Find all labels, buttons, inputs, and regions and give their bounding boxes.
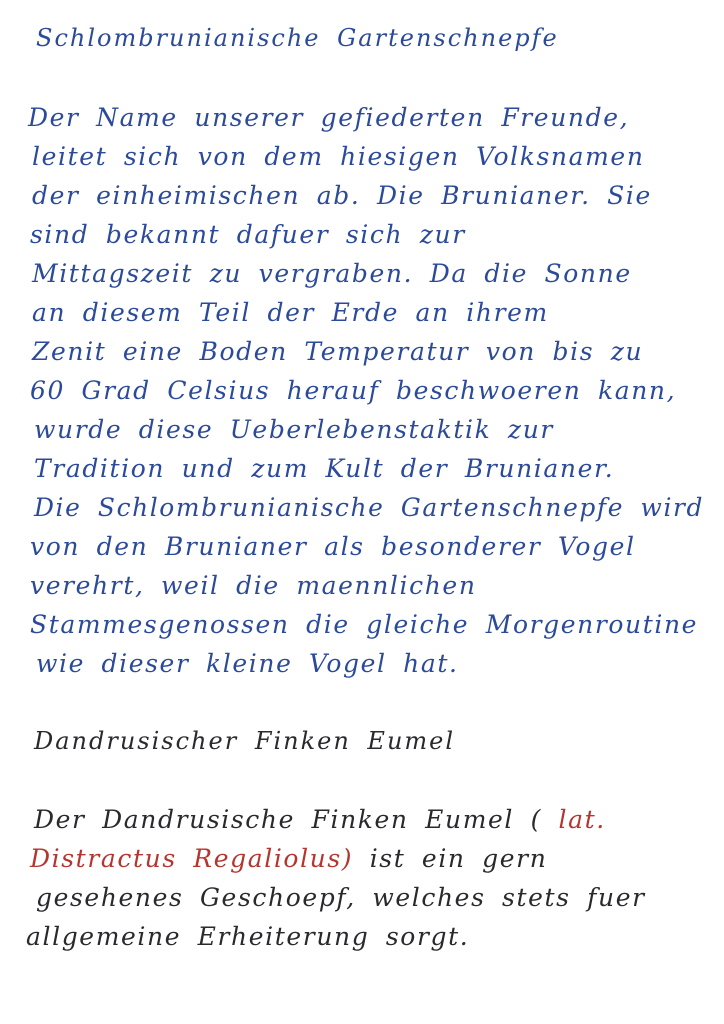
section-title-gartenschnepfe: Schlombrunianische Gartenschnepfe <box>36 24 559 52</box>
paragraph-line: Tradition und zum Kult der Brunianer. <box>34 454 615 483</box>
paragraph-line: Zenit eine Boden Temperatur von bis zu <box>32 337 644 366</box>
paragraph-line: wurde diese Ueberlebenstaktik zur <box>34 415 554 444</box>
text-segment: Der Dandrusische Finken Eumel ( <box>34 805 559 834</box>
paragraph-line: Mittagszeit zu vergraben. Da die Sonne <box>32 259 632 288</box>
paragraph-line: verehrt, weil die maennlichen <box>30 571 477 600</box>
paragraph-line <box>34 804 606 836</box>
paragraph-line: 60 Grad Celsius herauf beschwoeren kann, <box>30 376 677 405</box>
paragraph-line: an diesem Teil der Erde an ihrem <box>32 298 549 327</box>
paragraph-line: der einheimischen ab. Die Brunianer. Sie <box>32 181 652 210</box>
paragraph-line: von den Brunianer als besonderer Vogel <box>30 532 636 561</box>
paragraph-line: Die Schlombrunianische Gartenschnepfe wird <box>34 493 705 522</box>
paragraph-line: wie dieser kleine Vogel hat. <box>36 649 459 678</box>
paragraph-line <box>30 843 547 875</box>
paragraph-line: leitet sich von dem hiesigen Volksnamen <box>32 142 645 171</box>
latin-name-segment: lat. <box>558 805 606 834</box>
latin-name: Distractus Regaliolus) <box>30 844 354 873</box>
paragraph-line: gesehenes Geschoepf, welches stets fuer <box>36 883 646 912</box>
paragraph-line: sind bekannt dafuer sich zur <box>30 220 466 249</box>
paragraph-line: allgemeine Erheiterung sorgt. <box>26 922 470 951</box>
section-title-finken-eumel: Dandrusischer Finken Eumel <box>34 727 456 755</box>
paragraph-line: Stammesgenossen die gleiche Morgenroutine <box>30 610 699 639</box>
text-segment: ist ein gern <box>353 844 548 873</box>
paragraph-line: Der Name unserer gefiederten Freunde, <box>28 103 630 132</box>
